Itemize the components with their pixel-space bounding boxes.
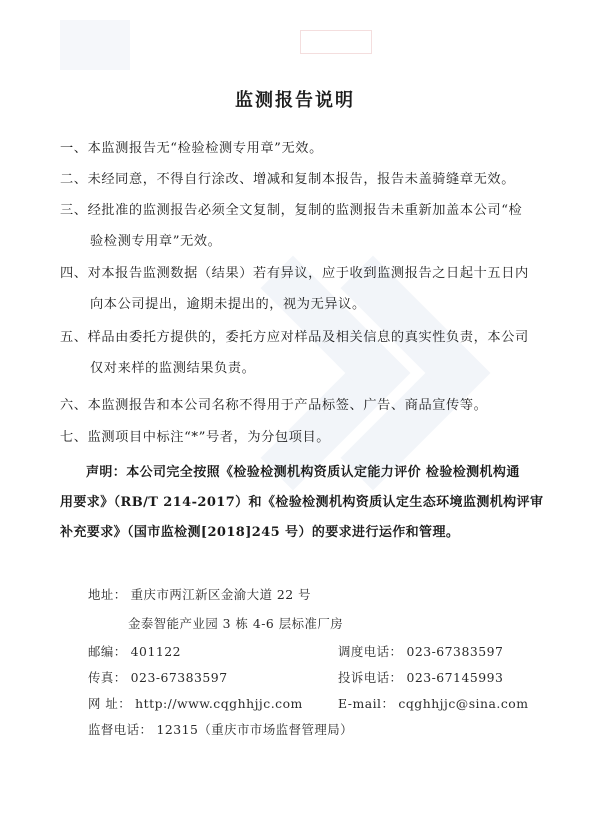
clause-5 [60,322,540,384]
dispatch-phone-label: 调度电话： [338,644,403,659]
watermark-stamp [300,30,372,54]
statement-line-3: 补充要求》（国市监检测[2018]245 号）的要求进行运作和管理。 [60,525,460,540]
postcode-label: 邮编： [88,644,127,659]
website-label: 网 址： [88,696,132,711]
watermark-block [60,20,130,70]
complaint-phone-label: 投诉电话： [338,670,403,685]
address-label: 地址： [88,587,127,602]
address [88,585,311,603]
dispatch-phone-value: 023-67383597 [406,644,504,659]
clause-3-line-2: 验检测专用章”无效。 [90,234,222,249]
statement-line-1: 声明：本公司完全按照《检验检测机构资质认定能力评价 检验检测机构通 [86,465,520,480]
clause-4-line-2: 向本公司提出，逾期未提出的，视为无异议。 [90,297,366,312]
dispatch-phone [338,642,503,660]
website-link[interactable]: http://www.cqghhjjc.com [135,696,303,711]
clause-1-line-1: 一、本监测报告无“检验检测专用章”无效。 [60,141,323,156]
clause-3 [60,195,540,257]
clause-3-line-1: 三、经批准的监测报告必须全文复制，复制的监测报告未重新加盖本公司“检 [60,203,523,218]
address-line-1: 重庆市两江新区金渝大道 22 号 [130,587,312,602]
fax-value: 023-67383597 [130,670,228,685]
supervision-phone [88,720,353,738]
clause-4-line-1: 四、对本报告监测数据（结果）若有异议，应于收到监测报告之日起十五日内 [60,266,529,281]
postcode-value: 401122 [130,644,181,659]
address-line-2: 金泰智能产业园 3 栋 4-6 层标准厂房 [128,616,344,631]
website [88,694,303,712]
email-link[interactable]: cqghhjjc@sina.com [398,696,529,711]
clause-2 [60,164,540,195]
clause-5-line-2: 仅对来样的监测结果负责。 [90,361,256,376]
postcode [88,642,181,660]
supervision-phone-label: 监督电话： [88,722,153,737]
email-label: E-mail： [338,696,395,711]
page-title: 监测报告说明 [235,90,355,111]
clause-2-line-1: 二、未经同意，不得自行涂改、增减和复制本报告，报告未盖骑缝章无效。 [60,172,515,187]
complaint-phone-value: 023-67145993 [406,670,504,685]
complaint-phone [338,668,503,686]
clause-5-line-1: 五、样品由委托方提供的，委托方应对样品及相关信息的真实性负责，本公司 [60,330,529,345]
supervision-phone-value: 12315（重庆市市场监督管理局） [156,722,354,737]
email [338,694,528,712]
address-line-2-row [128,614,343,632]
fax-label: 传真： [88,670,127,685]
fax [88,668,228,686]
clause-7 [60,422,540,453]
clause-7-line-1: 七、监测项目中标注“*”号者，为分包项目。 [60,430,331,445]
clause-1 [60,133,540,164]
clause-6 [60,390,540,421]
statement [60,458,544,548]
clause-6-line-1: 六、本监测报告和本公司名称不得用于产品标签、广告、商品宣传等。 [60,398,488,413]
statement-line-2: 用要求》（RB/T 214-2017）和《检验检测机构资质认定生态环境监测机构评审 [60,495,544,510]
clause-4 [60,258,540,320]
